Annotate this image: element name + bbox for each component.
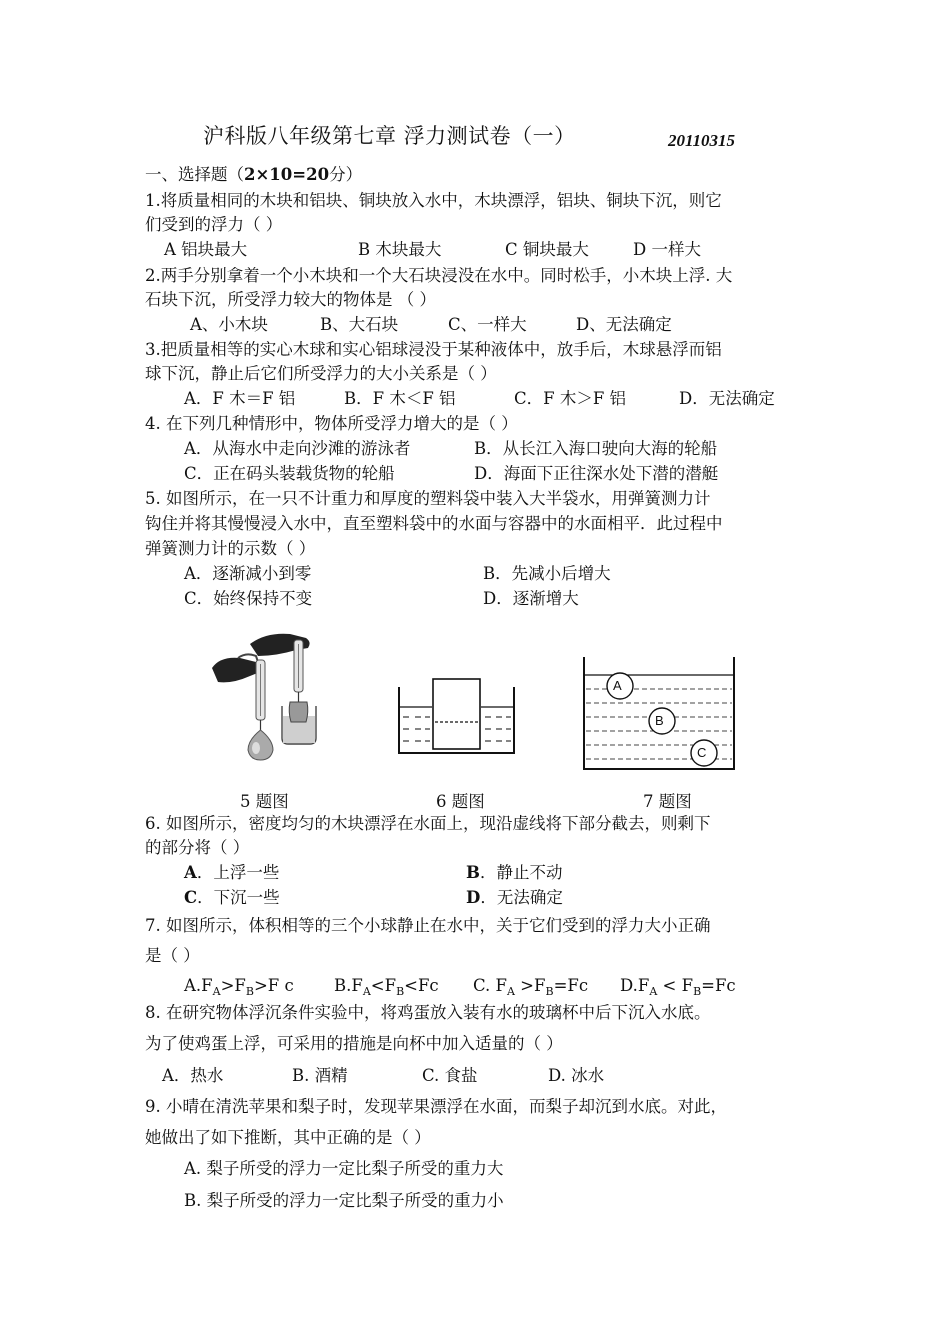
section-label: 一、选择题（2×10=20分） — [145, 165, 363, 184]
q8-option-d: D. 冰水 — [548, 1066, 605, 1085]
q7-option-b: $B.F_A<F_B<Fc$ — [334, 976, 439, 998]
q5-stem-cont2: 弹簧测力计的示数（ ） — [145, 539, 316, 558]
q7-stem: 7. 如图所示，体积相等的三个小球静止在水中，关于它们受到的浮力大小正确 — [145, 916, 711, 935]
q4-option-c: C．正在码头装载货物的轮船 — [184, 464, 395, 483]
q2-option-d: D、无法确定 — [576, 315, 672, 334]
q9-option-a: A. 梨子所受的浮力一定比梨子所受的重力大 — [184, 1159, 504, 1178]
q8-stem-cont: 为了使鸡蛋上浮，可采用的措施是向杯中加入适量的（ ） — [145, 1034, 563, 1053]
q1-stem-cont: 们受到的浮力（ ） — [145, 215, 283, 234]
q1-stem: 1.将质量相同的木块和铝块、铜块放入水中，木块漂浮，铝块、铜块下沉，则它 — [145, 191, 722, 210]
q2-option-b: B、大石块 — [320, 315, 399, 334]
q7-stem-cont: 是（ ） — [145, 946, 200, 965]
ball-label-c: C — [697, 745, 707, 760]
q3-option-b: B．F 木＜F 铝 — [344, 389, 456, 408]
q2-option-a: A、小木块 — [190, 315, 268, 334]
q6-stem: 6. 如图所示，密度均匀的木块漂浮在水面上，现沿虚线将下部分截去，则剩下 — [145, 814, 711, 833]
ball-label-b: B — [655, 713, 664, 728]
figure-7-caption: 7 题图 — [643, 792, 692, 811]
q6-option-a: A．上浮一些 — [184, 863, 280, 882]
q5-option-c: C．始终保持不变 — [184, 589, 313, 608]
q3-option-c: C．F 木＞F 铝 — [514, 389, 627, 408]
q7-option-a: $A.F_A>F_B>F$ c — [184, 976, 294, 998]
q8-option-a: A．热水 — [162, 1066, 224, 1085]
q9-option-b: B. 梨子所受的浮力一定比梨子所受的重力小 — [184, 1191, 504, 1210]
q6-stem-cont: 的部分将（ ） — [145, 838, 250, 857]
q5-stem-cont: 钩住并将其慢慢浸入水中，直至塑料袋中的水面与容器中的水面相平．此过程中 — [145, 514, 723, 533]
q2-stem-cont: 石块下沉，所受浮力较大的物体是 （ ） — [145, 290, 436, 309]
q9-stem-cont: 她做出了如下推断，其中正确的是（ ） — [145, 1128, 431, 1147]
q4-option-d: D．海面下正往深水处下潜的潜艇 — [474, 464, 719, 483]
q1-option-d: D 一样大 — [633, 240, 701, 259]
q1-option-c: C 铜块最大 — [505, 240, 589, 259]
figure-6-caption: 6 题图 — [436, 792, 485, 811]
q2-stem: 2.两手分别拿着一个小木块和一个大石块浸没在水中。同时松手，小木块上浮. 大 — [145, 266, 733, 285]
q7-option-d: $D.F_A < F_B=Fc$ — [620, 976, 736, 998]
q4-option-a: A．从海水中走向沙滩的游泳者 — [184, 439, 411, 458]
q1-option-b: B 木块最大 — [358, 240, 442, 259]
q6-option-b: B．静止不动 — [466, 863, 563, 882]
q8-option-c: C. 食盐 — [422, 1066, 478, 1085]
q6-option-d: D．无法确定 — [466, 888, 563, 907]
figure-5-caption: 5 题图 — [240, 792, 289, 811]
q5-option-d: D．逐渐增大 — [483, 589, 579, 608]
q5-option-b: B．先减小后增大 — [483, 564, 611, 583]
q3-stem: 3.把质量相等的实心木球和实心铝球浸没于某种液体中，放手后，木球悬浮而铝 — [145, 340, 722, 359]
q9-stem: 9. 小晴在清洗苹果和梨子时，发现苹果漂浮在水面，而梨子却沉到水底。对此， — [145, 1097, 727, 1116]
q8-stem: 8. 在研究物体浮沉条件实验中，将鸡蛋放入装有水的玻璃杯中后下沉入水底。 — [145, 1003, 711, 1022]
q8-option-b: B. 酒精 — [292, 1066, 348, 1085]
page-title: 沪科版八年级第七章 浮力测试卷（一） — [203, 124, 576, 148]
q4-option-b: B．从长江入海口驶向大海的轮船 — [474, 439, 718, 458]
q1-option-a: A 铝块最大 — [164, 240, 248, 259]
q6-option-c: C．下沉一些 — [184, 888, 280, 907]
ball-label-a: A — [613, 678, 622, 693]
figure-6-floating-block — [395, 675, 520, 760]
q3-option-d: D．无法确定 — [679, 389, 775, 408]
q4-stem: 4. 在下列几种情形中，物体所受浮力增大的是（ ） — [145, 414, 518, 433]
figure-5-spring-scale — [210, 628, 325, 763]
test-date: 20110315 — [668, 131, 736, 150]
q3-option-a: A．F 木＝F 铝 — [184, 389, 296, 408]
q7-option-c: C. $F_A >F_B=Fc$ — [473, 976, 589, 998]
q3-stem-cont: 球下沉，静止后它们所受浮力的大小关系是（ ） — [145, 364, 497, 383]
q5-stem: 5. 如图所示，在一只不计重力和厚度的塑料袋中装入大半袋水，用弹簧测力计 — [145, 489, 711, 508]
q2-option-c: C、一样大 — [448, 315, 527, 334]
q5-option-a: A．逐渐减小到零 — [184, 564, 312, 583]
